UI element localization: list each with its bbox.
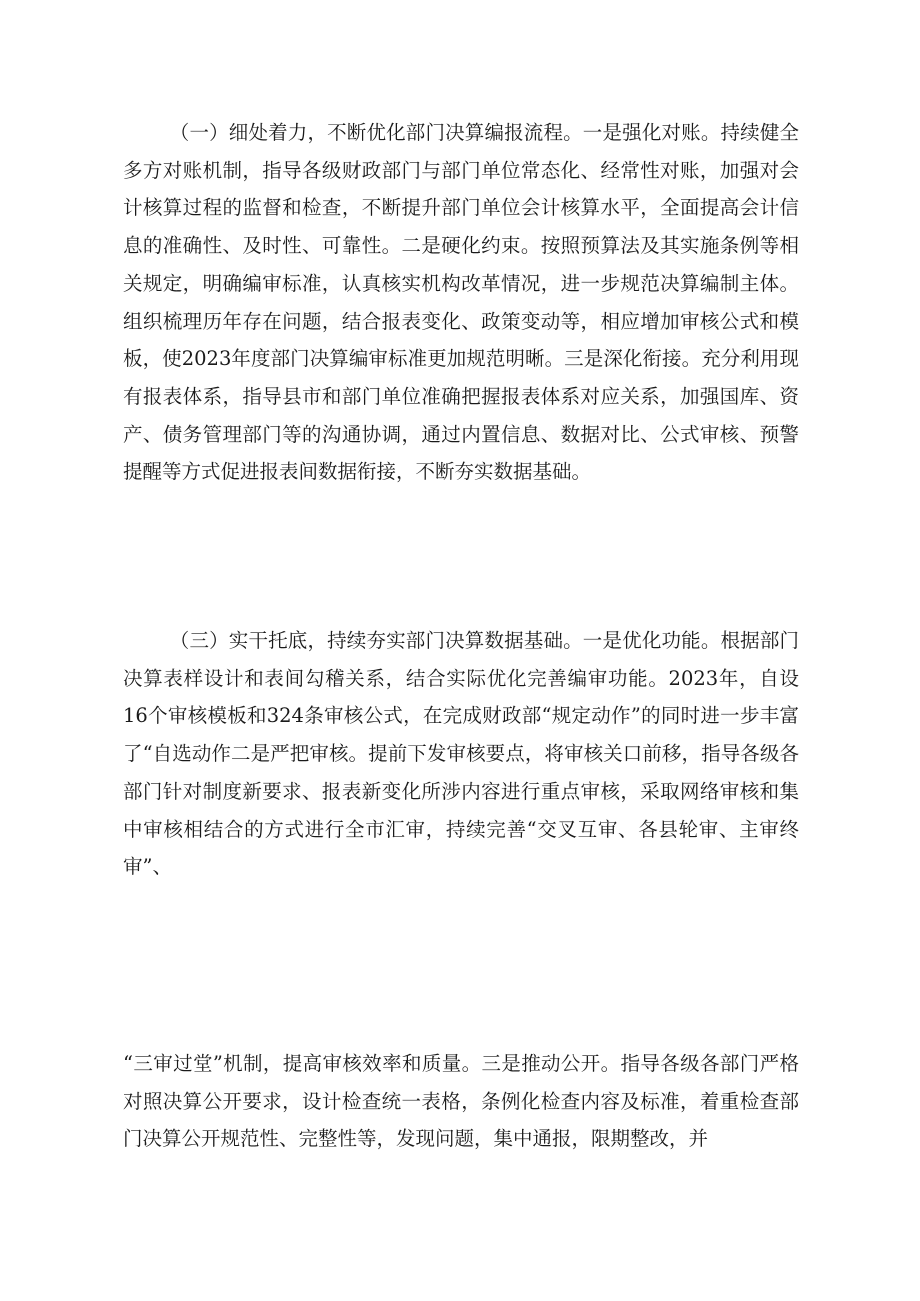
paragraph-3: “三审过堂”机制，提高审核效率和质量。三是推动公开。指导各级各部门严格对照决算公开要求，设计检查统一表格，条例化检查内容及标准，着重检查部门决算公开规范性、完整性等，发现问题，集中通报，限期整改，并: [123, 1052, 799, 1151]
paragraph-2: （三）实干托底，持续夯实部门决算数据基础。一是优化功能。根据部门决算表样设计和表间勾稽关系，结合实际优化完善编审功能。2023年，自设16个审核模板和324条审核公式，在完成财政部“规定动作”的同时进一步丰富了“自选动作二是严把审核。提前下发审核要点，将审核关口前移，指导各级各部门针对制度新要求、报表新变化所涉内容进行重点审核，采取网络审核和集中审核相结合的方式进行全市汇审，持续完善“交叉互审、各县轮审、主审终审”、: [123, 629, 799, 879]
paragraph-1: （一）细处着力，不断优化部门决算编报流程。一是强化对账。持续健全多方对账机制，指导各级财政部门与部门单位常态化、经常性对账，加强对会计核算过程的监督和检查，不断提升部门单位会计核算水平，全面提高会计信息的准确性、及时性、可靠性。二是硬化约束。按照预算法及其实施条例等相关规定，明确编审标准，认真核实机构改革情况，进一步规范决算编制主体。组织梳理历年存在问题，结合报表变化、政策变动等，相应增加审核公式和模板，使2023年度部门决算编审标准更加规范明晰。三是深化衔接。充分利用现有报表体系，指导县市和部门单位准确把握报表体系对应关系，加强国库、资产、债务管理部门等的沟通协调，通过内置信息、数据对比、公式审核、预警提醒等方式促进报表间数据衔接，不断夯实数据基础。: [123, 121, 799, 484]
